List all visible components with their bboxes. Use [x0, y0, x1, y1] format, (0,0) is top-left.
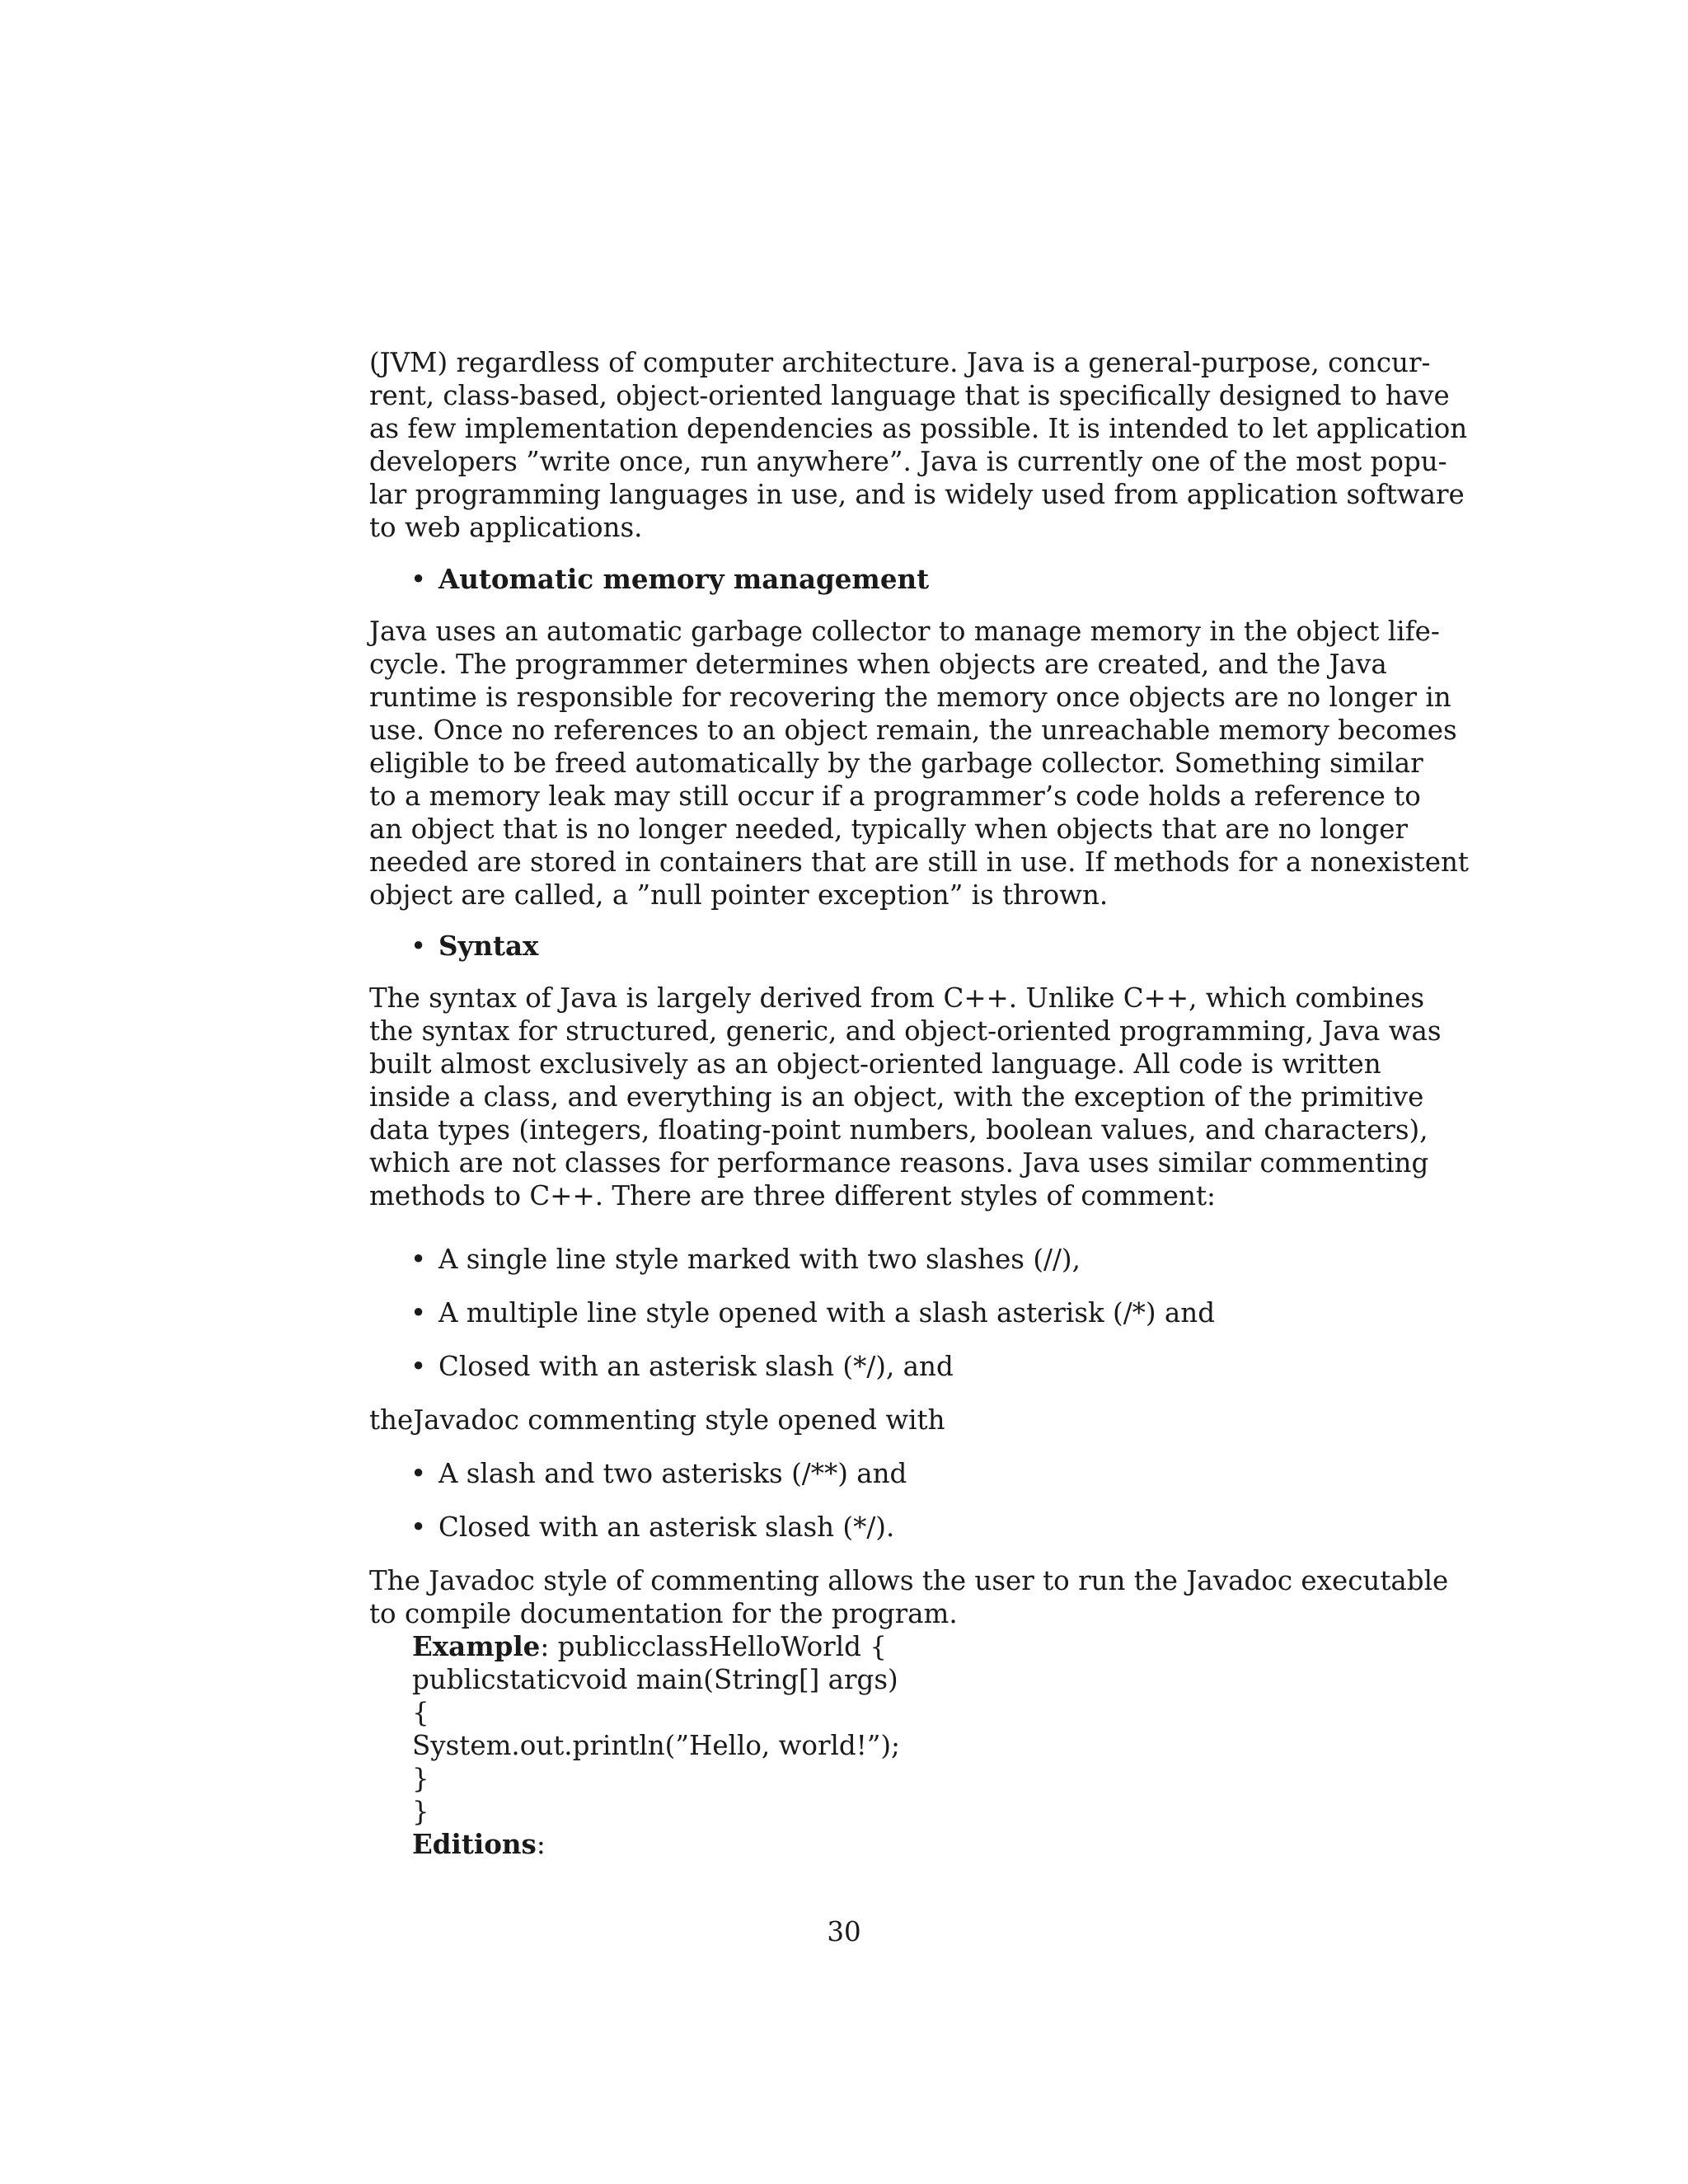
- bullet-icon: •: [410, 1351, 427, 1382]
- memory-line: object are called, a ”null pointer exception” is thrown.: [369, 879, 1109, 911]
- bullet-icon: •: [410, 1297, 427, 1329]
- code-line: System.out.println(”Hello, world!”);: [412, 1730, 900, 1761]
- intro-line: lar programming languages in use, and is widely used from application software: [369, 479, 1465, 510]
- memory-line: runtime is responsible for recovering the memory once objects are no longer in: [369, 682, 1451, 713]
- intro-line: to web applications.: [369, 512, 643, 543]
- memory-line: cycle. The programmer determines when objects are created, and the Java: [369, 649, 1387, 680]
- javadoc-style-text: A slash and two asterisks (/**) and: [438, 1458, 907, 1489]
- comment-style-text: Closed with an asterisk slash (*/), and: [438, 1351, 954, 1382]
- intro-line: rent, class-based, object-oriented language that is specifically designed to have: [369, 380, 1450, 411]
- code-line: publicstaticvoid main(String[] args): [412, 1664, 898, 1695]
- example-label: Example: [412, 1630, 541, 1662]
- memory-line: to a memory leak may still occur if a programmer’s code holds a reference to: [369, 780, 1421, 812]
- example-code-first: : publicclassHelloWorld {: [540, 1631, 887, 1662]
- editions-line: [412, 1828, 546, 1861]
- javadoc-line: to compile documentation for the program.: [369, 1598, 958, 1629]
- syntax-heading: [410, 930, 538, 963]
- comment-style-item: [410, 1243, 1081, 1276]
- syntax-line: inside a class, and everything is an object, with the exception of the primitive: [369, 1081, 1424, 1113]
- javadoc-style-item: [410, 1511, 894, 1544]
- syntax-line: the syntax for structured, generic, and object-oriented programming, Java was: [369, 1015, 1442, 1047]
- intro-paragraph: [369, 346, 1468, 544]
- code-line: {: [412, 1697, 429, 1728]
- memory-line: eligible to be freed automatically by the garbage collector. Something similar: [369, 748, 1423, 779]
- editions-suffix: :: [536, 1829, 546, 1860]
- memory-heading-text: Automatic memory management: [438, 563, 930, 595]
- syntax-line: data types (integers, floating-point numbers, boolean values, and characters),: [369, 1114, 1428, 1146]
- javadoc-paragraph: [369, 1564, 1449, 1630]
- memory-heading: [410, 563, 929, 596]
- memory-line: Java uses an automatic garbage collector to manage memory in the object life-: [369, 616, 1440, 647]
- bullet-icon: •: [410, 1511, 427, 1543]
- code-line: }: [412, 1763, 429, 1794]
- memory-line: needed are stored in containers that are still in use. If methods for a nonexistent: [369, 846, 1469, 878]
- bullet-icon: •: [410, 564, 427, 595]
- editions-label: Editions: [412, 1828, 537, 1860]
- syntax-line: which are not classes for performance reasons. Java uses similar commenting: [369, 1147, 1429, 1179]
- example-line: [412, 1630, 887, 1663]
- javadoc-intro-text: theJavadoc commenting style opened with: [369, 1404, 945, 1436]
- bullet-icon: •: [410, 1244, 427, 1275]
- comment-style-text: A multiple line style opened with a slash asterisk (/*) and: [438, 1297, 1216, 1329]
- comment-style-text: A single line style marked with two slashes (//),: [438, 1244, 1081, 1275]
- intro-line: developers ”write once, run anywhere”. Java is currently one of the most popu-: [369, 446, 1447, 477]
- bullet-icon: •: [410, 1458, 427, 1489]
- javadoc-style-item: [410, 1457, 907, 1490]
- intro-line: as few implementation dependencies as possible. It is intended to let application: [369, 413, 1468, 444]
- memory-paragraph: [369, 615, 1469, 912]
- syntax-line: methods to C++. There are three different styles of comment:: [369, 1180, 1216, 1212]
- code-line: }: [412, 1796, 429, 1827]
- syntax-paragraph: [369, 982, 1442, 1212]
- syntax-heading-text: Syntax: [438, 930, 539, 962]
- javadoc-intro: [369, 1404, 1322, 1436]
- page-number: 30: [827, 1916, 861, 1947]
- bullet-icon: •: [410, 930, 427, 962]
- memory-line: use. Once no references to an object remain, the unreachable memory becomes: [369, 715, 1457, 746]
- syntax-line: The syntax of Java is largely derived from C++. Unlike C++, which combines: [369, 982, 1425, 1014]
- intro-line: (JVM) regardless of computer architecture. Java is a general-purpose, concur-: [369, 347, 1431, 378]
- memory-line: an object that is no longer needed, typically when objects that are no longer: [369, 813, 1409, 845]
- javadoc-style-text: Closed with an asterisk slash (*/).: [438, 1511, 895, 1543]
- comment-style-item: [410, 1350, 954, 1383]
- javadoc-line: The Javadoc style of commenting allows the user to run the Javadoc executable: [369, 1565, 1449, 1596]
- comment-style-item: [410, 1296, 1215, 1329]
- syntax-line: built almost exclusively as an object-oriented language. All code is written: [369, 1048, 1381, 1080]
